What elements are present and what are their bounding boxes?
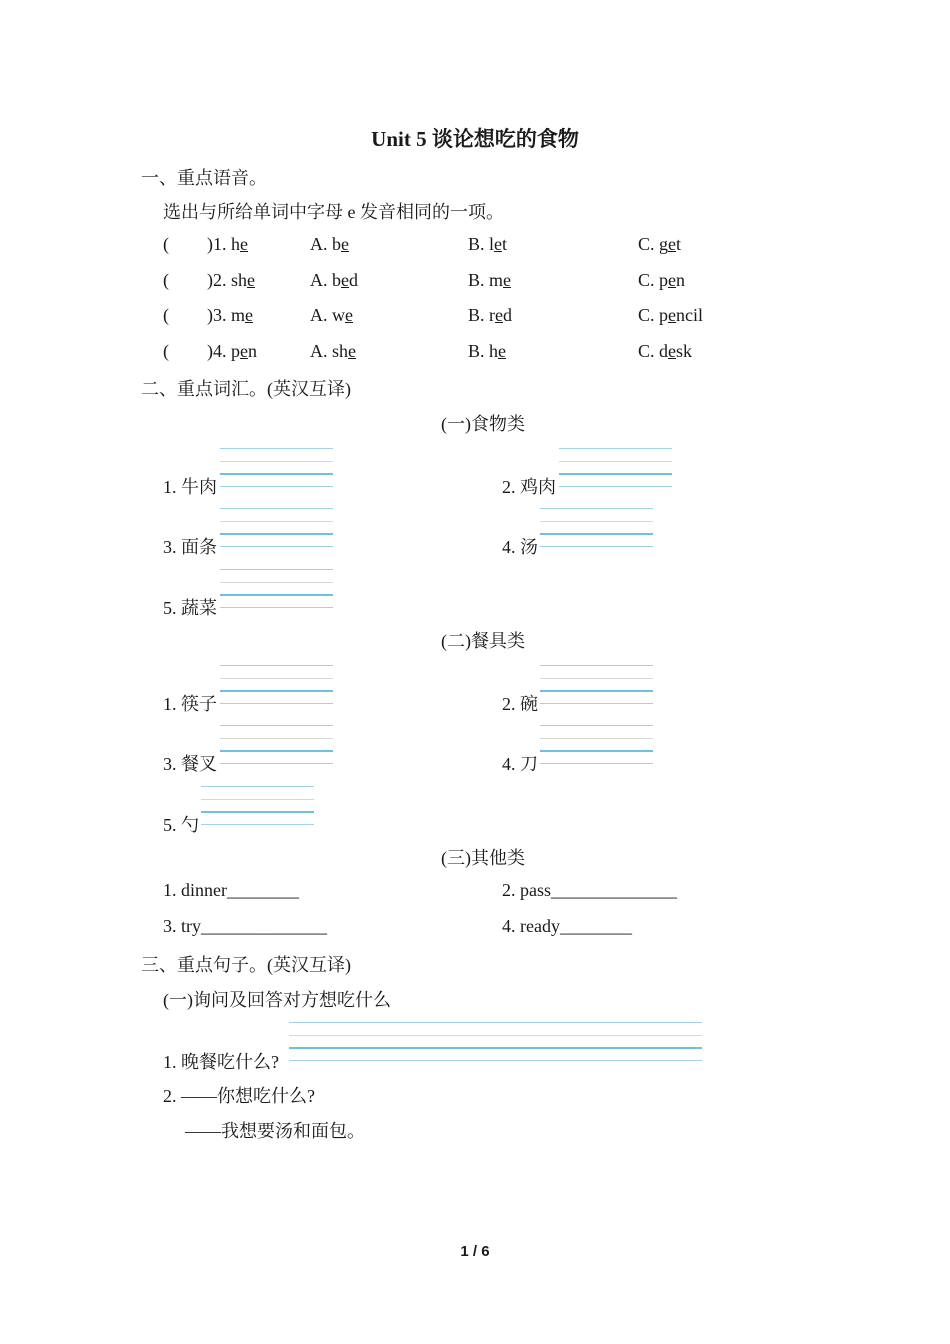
writing-lines[interactable] bbox=[540, 665, 653, 705]
underlined-letter: e bbox=[503, 270, 512, 290]
answer-blank[interactable]: ( bbox=[163, 305, 169, 325]
option-c bbox=[638, 341, 692, 362]
word-part: A. b bbox=[310, 270, 341, 290]
question-word bbox=[207, 270, 255, 291]
word-part: n bbox=[248, 341, 257, 361]
word-part: )2. sh bbox=[207, 270, 247, 290]
vocab-item-dinner[interactable]: 1. dinner________ bbox=[163, 880, 299, 900]
writing-lines[interactable] bbox=[220, 448, 333, 488]
answer-blank[interactable]: ( bbox=[163, 234, 169, 254]
underlined-letter: e bbox=[668, 234, 677, 254]
underlined-letter: e bbox=[341, 234, 349, 254]
vocab-item-beef: 1. 牛肉 bbox=[163, 477, 217, 497]
writing-lines[interactable] bbox=[220, 725, 333, 765]
word-part: d bbox=[349, 270, 358, 290]
question-word bbox=[207, 341, 257, 362]
option-b bbox=[468, 341, 506, 362]
option-a bbox=[310, 305, 353, 326]
writing-lines[interactable] bbox=[201, 786, 314, 826]
vocab-item-try[interactable]: 3. try______________ bbox=[163, 916, 327, 936]
underlined-letter: e bbox=[245, 305, 253, 325]
word-part: C. p bbox=[638, 270, 669, 290]
writing-lines[interactable] bbox=[220, 569, 333, 609]
underlined-letter: e bbox=[240, 341, 248, 361]
vocab-item-knife: 4. 刀 bbox=[502, 754, 538, 774]
option-a bbox=[310, 234, 349, 255]
option-c bbox=[638, 305, 703, 326]
underlined-letter: e bbox=[247, 270, 255, 290]
underlined-letter: e bbox=[345, 305, 353, 325]
vocab-item-fork: 3. 餐叉 bbox=[163, 754, 217, 774]
underlined-letter: e bbox=[498, 341, 507, 361]
word-part: sk bbox=[676, 341, 693, 361]
underlined-letter: e bbox=[668, 305, 677, 325]
word-part: A. b bbox=[310, 234, 341, 254]
word-part: B. m bbox=[468, 270, 504, 290]
food-category-heading: (一)食物类 bbox=[441, 414, 525, 434]
word-part: A. sh bbox=[310, 341, 349, 361]
vocab-item-spoon: 5. 勺 bbox=[163, 815, 199, 835]
page-number: 1 / 6 bbox=[460, 1243, 490, 1260]
vocab-item-bowl: 2. 碗 bbox=[502, 694, 538, 714]
sentence-question-2-ask: 2. ——你想吃什么? bbox=[163, 1086, 315, 1106]
option-c bbox=[638, 234, 681, 255]
word-part: A. w bbox=[310, 305, 345, 325]
other-category-heading: (三)其他类 bbox=[441, 848, 525, 868]
word-part: t bbox=[502, 234, 508, 254]
vocab-item-noodles: 3. 面条 bbox=[163, 537, 217, 557]
vocab-item-chicken: 2. 鸡肉 bbox=[502, 477, 556, 497]
underlined-letter: e bbox=[348, 341, 357, 361]
option-c bbox=[638, 270, 685, 291]
option-b bbox=[468, 270, 511, 291]
question-word bbox=[207, 234, 248, 255]
word-part: ncil bbox=[676, 305, 704, 325]
sentence-question-2-answer: ——我想要汤和面包。 bbox=[185, 1121, 365, 1141]
word-part: C. g bbox=[638, 234, 669, 254]
underlined-letter: e bbox=[668, 341, 677, 361]
writing-lines[interactable] bbox=[289, 1022, 702, 1062]
vocab-item-vegetables: 5. 蔬菜 bbox=[163, 598, 217, 618]
writing-lines[interactable] bbox=[559, 448, 672, 488]
word-part: )3. m bbox=[207, 305, 245, 325]
vocab-item-ready[interactable]: 4. ready________ bbox=[502, 916, 632, 936]
section1-heading: 一、重点语音。 bbox=[141, 168, 267, 188]
underlined-letter: e bbox=[341, 270, 349, 290]
word-part: C. d bbox=[638, 341, 669, 361]
writing-lines[interactable] bbox=[540, 725, 653, 765]
option-a bbox=[310, 270, 358, 291]
writing-lines[interactable] bbox=[540, 508, 653, 548]
section3-subheading: (一)询问及回答对方想吃什么 bbox=[163, 990, 391, 1010]
word-part: B. l bbox=[468, 234, 495, 254]
option-a bbox=[310, 341, 356, 362]
answer-blank[interactable]: ( bbox=[163, 270, 169, 290]
option-b bbox=[468, 305, 512, 326]
writing-lines[interactable] bbox=[220, 665, 333, 705]
word-part: d bbox=[503, 305, 512, 325]
section1-instruction: 选出与所给单词中字母 e 发音相同的一项。 bbox=[163, 202, 504, 222]
word-part: B. h bbox=[468, 341, 499, 361]
vocab-item-pass[interactable]: 2. pass______________ bbox=[502, 880, 677, 900]
vocab-item-soup: 4. 汤 bbox=[502, 537, 538, 557]
word-part: B. r bbox=[468, 305, 495, 325]
vocab-item-chopsticks: 1. 筷子 bbox=[163, 694, 217, 714]
word-part: C. p bbox=[638, 305, 669, 325]
answer-blank[interactable]: ( bbox=[163, 341, 169, 361]
word-part: t bbox=[676, 234, 682, 254]
question-word bbox=[207, 305, 253, 326]
utensil-category-heading: (二)餐具类 bbox=[441, 631, 525, 651]
section3-heading: 三、重点句子。(英汉互译) bbox=[141, 955, 351, 975]
word-part: )4. p bbox=[207, 341, 240, 361]
underlined-letter: e bbox=[668, 270, 677, 290]
word-part: n bbox=[676, 270, 686, 290]
sentence-question-1: 1. 晚餐吃什么? bbox=[163, 1052, 279, 1072]
underlined-letter: e bbox=[495, 305, 503, 325]
section2-heading: 二、重点词汇。(英汉互译) bbox=[141, 379, 351, 399]
word-part: )1. h bbox=[207, 234, 240, 254]
page-title: Unit 5 谈论想吃的食物 bbox=[371, 127, 579, 151]
option-b bbox=[468, 234, 507, 255]
underlined-letter: e bbox=[240, 234, 248, 254]
underlined-letter: e bbox=[494, 234, 503, 254]
writing-lines[interactable] bbox=[220, 508, 333, 548]
